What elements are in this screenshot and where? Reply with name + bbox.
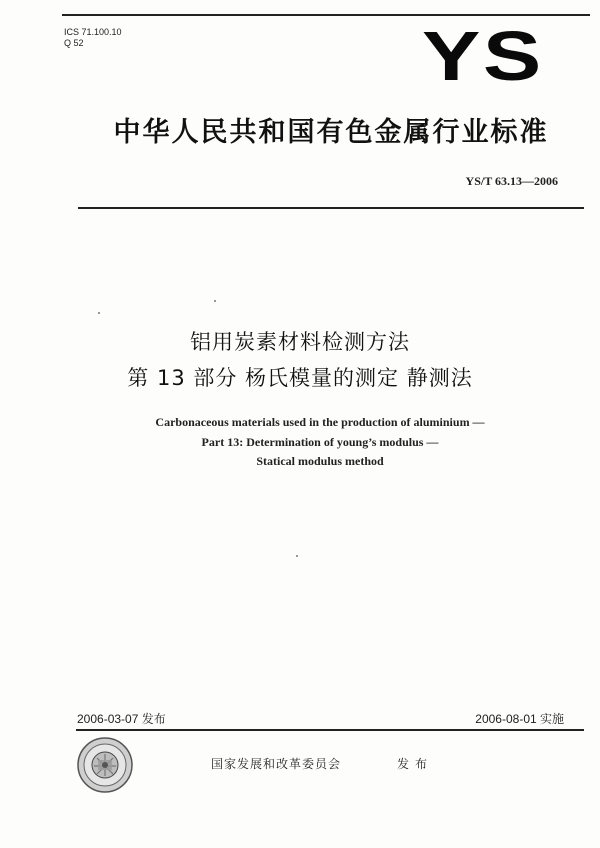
english-title-line-3: Statical modulus method	[256, 454, 384, 468]
standard-number: YS/T 63.13—2006	[465, 174, 558, 188]
issuing-authority: 国家发展和改革委员会	[211, 757, 342, 771]
footer-divider	[76, 729, 584, 731]
emblem-seal-icon	[76, 736, 134, 794]
classification-block	[64, 27, 122, 49]
chinese-title-line-1: 铝用炭素材料检测方法	[190, 330, 410, 354]
ics-code: ICS 71.100.10	[64, 27, 122, 37]
english-title-line-2: Part 13: Determination of young’s modulus —	[201, 435, 439, 449]
header-divider	[78, 207, 584, 209]
scan-speck	[296, 555, 298, 557]
ys-logo: YS	[422, 17, 544, 95]
issue-verb: 发布	[397, 757, 434, 771]
chinese-title-line-2: 第 13 部分 杨氏模量的测定 静测法	[127, 366, 473, 390]
class-code: Q 52	[64, 38, 84, 48]
standard-category-title: 中华人民共和国有色金属行业标准	[113, 117, 549, 148]
english-title-line-1: Carbonaceous materials used in the production of aluminium —	[155, 415, 485, 429]
scan-speck	[214, 300, 216, 302]
scan-speck	[98, 312, 100, 314]
implementation-date: 2006-08-01 实施	[475, 712, 564, 726]
issue-date: 2006-03-07 发布	[77, 712, 166, 726]
